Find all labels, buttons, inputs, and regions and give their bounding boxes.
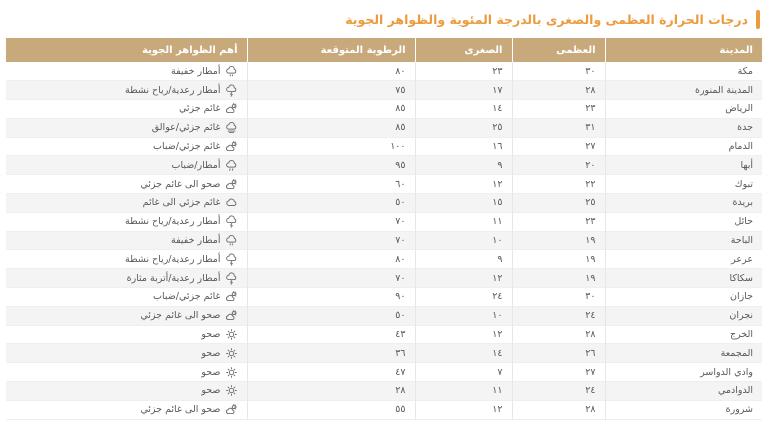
phenomena-cell: [6, 194, 247, 213]
min-temp-cell: ١٢: [415, 400, 512, 419]
max-temp-cell: ١٩: [512, 231, 605, 250]
humidity-cell: ٥٠: [247, 306, 415, 325]
humidity-cell: ٨٥: [247, 118, 415, 137]
storm-icon: [225, 215, 238, 228]
sun-icon: [225, 384, 238, 397]
phenomena-cell: [6, 306, 247, 325]
phenomena-label: غائم جزئي/ضباب: [153, 291, 221, 303]
max-temp-cell: ٢٢: [512, 175, 605, 194]
phenomena-cell: [6, 288, 247, 307]
sun-cloud-icon: [225, 403, 238, 416]
min-temp-cell: ٢٤: [415, 288, 512, 307]
min-temp-cell: ٧: [415, 363, 512, 382]
section-title-row: [6, 0, 762, 38]
header-phenomena: أهم الظواهر الجوية: [6, 38, 247, 62]
min-temp-cell: ١١: [415, 212, 512, 231]
sun-icon: [225, 347, 238, 360]
city-cell: الخرج: [605, 325, 762, 344]
phenomena-cell: [6, 118, 247, 137]
city-cell: عرعر: [605, 250, 762, 269]
min-temp-cell: ١٢: [415, 269, 512, 288]
city-cell: شرورة: [605, 400, 762, 419]
phenomena-cell: [6, 363, 247, 382]
city-cell: أبها: [605, 156, 762, 175]
humidity-cell: ٩٥: [247, 156, 415, 175]
phenomena-cell: [6, 81, 247, 100]
min-temp-cell: ١٠: [415, 231, 512, 250]
sun-cloud-icon: [225, 102, 238, 115]
sun-cloud-icon: [225, 140, 238, 153]
phenomena-label: أمطار رعدية/رياح نشطة: [125, 84, 221, 96]
min-temp-cell: ٢٣: [415, 62, 512, 81]
humidity-cell: ٨٥: [247, 100, 415, 119]
phenomena-label: غائم جزئي: [178, 103, 221, 115]
phenomena-cell: [6, 212, 247, 231]
storm-icon: [225, 272, 238, 285]
phenomena-cell: [6, 250, 247, 269]
phenomena-label: غائم جزئي/عوالق: [151, 122, 221, 134]
humidity-cell: ٤٧: [247, 363, 415, 382]
rain-light-icon: [225, 65, 238, 78]
max-temp-cell: ١٩: [512, 250, 605, 269]
page-title: درجات الحرارة العظمى والصغرى بالدرجة المئوية والظواهر الجوية: [345, 12, 748, 27]
table-row: [6, 325, 762, 344]
phenomena-label: غائم جزئي/ضباب: [153, 141, 221, 153]
city-cell: نجران: [605, 306, 762, 325]
min-temp-cell: ١١: [415, 382, 512, 401]
humidity-cell: ٧٥: [247, 81, 415, 100]
humidity-cell: ٧٠: [247, 269, 415, 288]
phenomena-cell: [6, 137, 247, 156]
max-temp-cell: ٢٨: [512, 325, 605, 344]
city-cell: المدينة المنورة: [605, 81, 762, 100]
humidity-cell: ٥٥: [247, 400, 415, 419]
sun-icon: [225, 328, 238, 341]
humidity-cell: ١٠٠: [247, 137, 415, 156]
humidity-cell: ٨٠: [247, 62, 415, 81]
phenomena-cell: [6, 382, 247, 401]
table-row: [6, 118, 762, 137]
humidity-cell: ٩٠: [247, 288, 415, 307]
max-temp-cell: ٢٨: [512, 400, 605, 419]
table-row: [6, 306, 762, 325]
max-temp-cell: ٣٠: [512, 62, 605, 81]
phenomena-label: صحو: [201, 347, 221, 359]
table-row: [6, 62, 762, 81]
phenomena-label: أمطار/ضباب: [171, 159, 221, 171]
phenomena-cell: [6, 231, 247, 250]
phenomena-label: صحو الى غائم جزئي: [140, 178, 221, 190]
max-temp-cell: ٢٥: [512, 194, 605, 213]
cloud-haze-icon: [225, 121, 238, 134]
table-row: [6, 344, 762, 363]
city-cell: مكة: [605, 62, 762, 81]
min-temp-cell: ٩: [415, 156, 512, 175]
phenomena-label: صحو الى غائم جزئي: [140, 404, 221, 416]
max-temp-cell: ٣٠: [512, 288, 605, 307]
table-row: [6, 382, 762, 401]
min-temp-cell: ١٢: [415, 325, 512, 344]
min-temp-cell: ١٠: [415, 306, 512, 325]
phenomena-label: أمطار خفيفة: [171, 65, 221, 77]
phenomena-label: غائم جزئي الى غائم: [142, 197, 221, 209]
humidity-cell: ٧٠: [247, 212, 415, 231]
humidity-cell: ٣٦: [247, 344, 415, 363]
phenomena-label: صحو: [201, 366, 221, 378]
rain-light-icon: [225, 234, 238, 247]
phenomena-label: أمطار رعدية/رياح نشطة: [125, 253, 221, 265]
phenomena-label: صحو: [201, 385, 221, 397]
humidity-cell: ٢٨: [247, 382, 415, 401]
min-temp-cell: ٩: [415, 250, 512, 269]
humidity-cell: ٨٠: [247, 250, 415, 269]
max-temp-cell: ٢٣: [512, 100, 605, 119]
max-temp-cell: ٢٠: [512, 156, 605, 175]
table-row: [6, 194, 762, 213]
storm-icon: [225, 84, 238, 97]
phenomena-label: صحو الى غائم جزئي: [140, 310, 221, 322]
table-row: [6, 400, 762, 419]
phenomena-label: أمطار رعدية/رياح نشطة: [125, 216, 221, 228]
sun-cloud-icon: [225, 178, 238, 191]
cloud-rain-icon: [225, 159, 238, 172]
humidity-cell: ٧٠: [247, 231, 415, 250]
table-row: [6, 156, 762, 175]
min-temp-cell: ١٧: [415, 81, 512, 100]
humidity-cell: ٥٠: [247, 194, 415, 213]
min-temp-cell: ١٥: [415, 194, 512, 213]
phenomena-cell: [6, 100, 247, 119]
table-row: [6, 81, 762, 100]
storm-icon: [225, 253, 238, 266]
min-temp-cell: ١٤: [415, 344, 512, 363]
max-temp-cell: ٢٦: [512, 344, 605, 363]
phenomena-cell: [6, 269, 247, 288]
phenomena-label: أمطار خفيفة: [171, 235, 221, 247]
table-row: [6, 288, 762, 307]
phenomena-cell: [6, 175, 247, 194]
city-cell: جازان: [605, 288, 762, 307]
sun-cloud-icon: [225, 290, 238, 303]
max-temp-cell: ٢٤: [512, 382, 605, 401]
min-temp-cell: ٢٥: [415, 118, 512, 137]
max-temp-cell: ٣١: [512, 118, 605, 137]
city-cell: وادي الدواسر: [605, 363, 762, 382]
max-temp-cell: ١٩: [512, 269, 605, 288]
city-cell: الباحة: [605, 231, 762, 250]
city-cell: الرياض: [605, 100, 762, 119]
phenomena-label: صحو: [201, 329, 221, 341]
sun-cloud-icon: [225, 309, 238, 322]
title-accent-bar: [756, 10, 760, 29]
table-body: [6, 62, 762, 419]
sun-icon: [225, 366, 238, 379]
city-cell: حائل: [605, 212, 762, 231]
phenomena-cell: [6, 325, 247, 344]
min-temp-cell: ١٦: [415, 137, 512, 156]
phenomena-cell: [6, 62, 247, 81]
header-city: المدينة: [605, 38, 762, 62]
cloud-icon: [225, 196, 238, 209]
table-row: [6, 250, 762, 269]
min-temp-cell: ١٤: [415, 100, 512, 119]
max-temp-cell: ٢٧: [512, 363, 605, 382]
table-row: [6, 175, 762, 194]
header-min: الصغرى: [415, 38, 512, 62]
table-row: [6, 100, 762, 119]
weather-table: [6, 38, 762, 420]
city-cell: المجمعة: [605, 344, 762, 363]
table-row: [6, 212, 762, 231]
city-cell: الدمام: [605, 137, 762, 156]
city-cell: سكاكا: [605, 269, 762, 288]
city-cell: جدة: [605, 118, 762, 137]
phenomena-label: أمطار رعدية/أتربة مثارة: [126, 272, 221, 284]
phenomena-cell: [6, 400, 247, 419]
phenomena-cell: [6, 344, 247, 363]
header-humidity: الرطوبة المتوقعة: [247, 38, 415, 62]
min-temp-cell: ١٢: [415, 175, 512, 194]
table-header-row: [6, 38, 762, 62]
city-cell: تبوك: [605, 175, 762, 194]
header-max: العظمى: [512, 38, 605, 62]
max-temp-cell: ٢٧: [512, 137, 605, 156]
table-row: [6, 363, 762, 382]
humidity-cell: ٦٠: [247, 175, 415, 194]
table-row: [6, 269, 762, 288]
table-row: [6, 137, 762, 156]
city-cell: الدوادمي: [605, 382, 762, 401]
humidity-cell: ٤٣: [247, 325, 415, 344]
max-temp-cell: ٢٨: [512, 81, 605, 100]
city-cell: بريدة: [605, 194, 762, 213]
phenomena-cell: [6, 156, 247, 175]
max-temp-cell: ٢٣: [512, 212, 605, 231]
max-temp-cell: ٢٤: [512, 306, 605, 325]
table-row: [6, 231, 762, 250]
